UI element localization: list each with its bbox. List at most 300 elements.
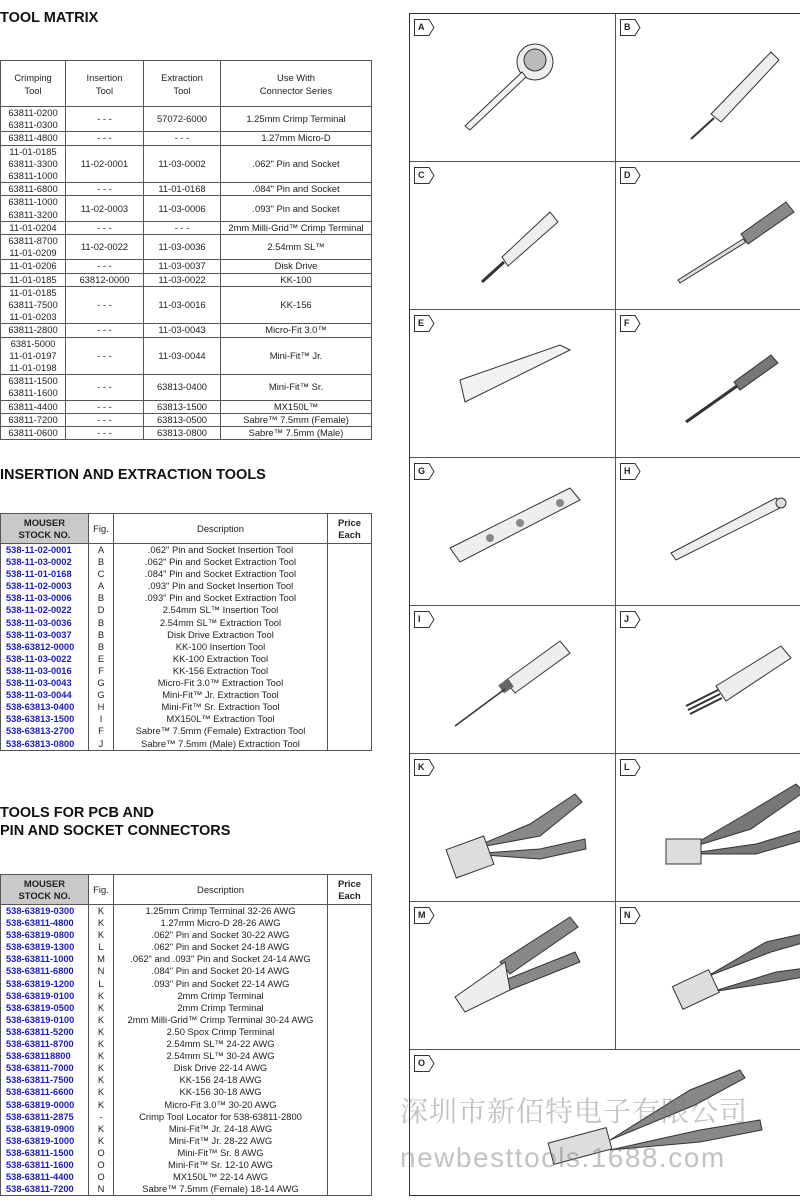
description: Crimp Tool Locator for 538-63811-2800 [114,1111,328,1123]
stock-number-link[interactable]: 538-63811-1500 [1,1147,89,1159]
crimping-tool: 11-01-0203 [9,311,57,323]
extraction-tool: 11-03-0022 [144,273,221,286]
connector-series: Micro-Fit 3.0™ [221,324,372,337]
crimping-tool-cell [1,324,66,337]
price-cell [328,1147,372,1159]
tool-illustration-j [616,606,800,754]
description: Sabre™ 7.5mm (Female) 18-14 AWG [114,1183,328,1196]
insertion-tool: - - - [66,183,144,196]
connector-series: 2.54mm SL™ [221,235,372,260]
figure-label-tag [620,759,640,776]
table-row [1,929,372,941]
crimping-tool: 63811-1500 [8,375,58,387]
figure-ref: N [89,1183,114,1196]
crimping-tool-cell [1,221,66,234]
price-cell [328,1123,372,1135]
table-row [1,941,372,953]
figure-ref: K [89,990,114,1002]
table-row [1,1074,372,1086]
figure-ref: K [89,905,114,918]
table-row [1,905,372,918]
figure-cell-d [616,162,800,310]
price-cell [328,653,372,665]
price-cell [328,665,372,677]
fig-header: Fig. [89,514,114,544]
matrix-row [1,286,372,324]
description: Micro-Fit 3.0™ Extraction Tool [114,677,328,689]
figure-letter: D [624,170,631,180]
stock-number-link[interactable]: 538-63811-6600 [1,1086,89,1098]
matrix-row [1,235,372,260]
stock-number-link[interactable]: 538-63813-0400 [1,701,89,713]
stock-number-link[interactable]: 538-11-03-0036 [1,617,89,629]
pcb-tools-heading-line2: PIN AND SOCKET CONNECTORS [0,823,231,839]
table-row [1,978,372,990]
tool-illustration-l [616,754,800,902]
insertion-tool: 11-02-0022 [66,235,144,260]
table-row [1,725,372,737]
crimping-tool: 63811-1000 [8,196,58,208]
figure-letter: J [624,614,630,624]
figure-label-tag [414,167,434,184]
insertion-tool: - - - [66,400,144,413]
crimping-tool: 63811-1000 [8,170,58,182]
stock-number-link[interactable]: 538-11-03-0022 [1,653,89,665]
figure-ref: B [89,592,114,604]
stock-number-link[interactable]: 538-63819-0800 [1,929,89,941]
matrix-row [1,337,372,375]
stock-number-link[interactable]: 538-11-02-0001 [1,544,89,557]
stock-number-link[interactable]: 538-63811-5200 [1,1026,89,1038]
crimping-tool: 63811-7500 [8,299,58,311]
stock-header-line: STOCK NO. [18,528,71,540]
stock-number-link[interactable]: 538-11-03-0002 [1,556,89,568]
description: 2mm Crimp Terminal [114,990,328,1002]
price-cell [328,568,372,580]
price-cell [328,1038,372,1050]
table-row [1,580,372,592]
matrix-header-line: Insertion [86,71,123,83]
price-cell [328,990,372,1002]
figure-label-tag [414,19,434,36]
extraction-tool: 11-03-0016 [144,286,221,324]
figure-cell-f [616,310,800,458]
figure-cell-a [410,14,616,162]
insertion-tool: - - - [66,221,144,234]
figure-label-tag [620,907,640,924]
stock-number-link[interactable]: 538-63819-0900 [1,1123,89,1135]
price-header-line: Each [338,889,361,901]
description: KK-156 Extraction Tool [114,665,328,677]
figure-ref: F [89,665,114,677]
figure-ref: A [89,580,114,592]
figure-ref: K [89,929,114,941]
figure-cell-b [616,14,800,162]
table-row [1,604,372,616]
insertion-tool: - - - [66,324,144,337]
crimping-tool: 6381-5000 [10,337,56,349]
figure-ref: L [89,978,114,990]
price-cell [328,1074,372,1086]
table-row [1,1038,372,1050]
matrix-row [1,196,372,221]
figure-ref: K [89,1026,114,1038]
price-cell [328,713,372,725]
figure-label-tag [414,315,434,332]
stock-number-link[interactable]: 538-63811-1000 [1,953,89,965]
connector-series: .084" Pin and Socket [221,183,372,196]
crimping-tool: 63811-4800 [8,132,58,144]
extraction-tool: 11-03-0044 [144,337,221,375]
insertion-tool: - - - [66,337,144,375]
figure-cell-e [410,310,616,458]
stock-number-link[interactable]: 538-63811-7200 [1,1183,89,1196]
price-cell [328,905,372,918]
crimping-tool: 11-01-0185 [9,273,57,285]
figure-ref: C [89,568,114,580]
stock-number-link[interactable]: 538-63813-1500 [1,713,89,725]
figure-ref: F [89,725,114,737]
figure-ref: K [89,917,114,929]
crimping-tool: 11-01-0185 [9,286,57,298]
price-cell [328,604,372,616]
extraction-tool: 11-01-0168 [144,183,221,196]
tool-illustration-g [410,458,616,606]
crimping-tool: 63811-1600 [8,387,58,399]
description: .062" Pin and Socket Insertion Tool [114,544,328,557]
table-row [1,713,372,725]
description: .062" Pin and Socket 24-18 AWG [114,941,328,953]
stock-number-link[interactable]: 538-63812-0000 [1,641,89,653]
description: KK-156 30-18 AWG [114,1086,328,1098]
insertion-tool: - - - [66,260,144,273]
stock-number-link[interactable]: 538-63811-1600 [1,1159,89,1171]
table-row [1,544,372,557]
table-row [1,629,372,641]
table-row [1,592,372,604]
table-row [1,1062,372,1074]
matrix-header-line: Connector Series [259,84,333,96]
figure-label-tag [414,611,434,628]
price-cell [328,1062,372,1074]
price-cell [328,689,372,701]
crimping-tool-cell [1,375,66,400]
tool-illustration-k [410,754,616,902]
table-row [1,1099,372,1111]
price-cell [328,929,372,941]
crimping-tool-cell [1,273,66,286]
figure-label-tag [620,167,640,184]
stock-number-link[interactable]: 538-11-03-0037 [1,629,89,641]
figure-letter: G [418,466,426,476]
description: .062" Pin and Socket Extraction Tool [114,556,328,568]
table-row [1,1135,372,1147]
insertion-tool: 11-02-0003 [66,196,144,221]
figure-ref: B [89,641,114,653]
stock-number-link[interactable]: 538-63819-1200 [1,978,89,990]
stock-number-link[interactable]: 538-11-02-0022 [1,604,89,616]
figure-ref: B [89,617,114,629]
stock-number-link[interactable]: 538-63811-7500 [1,1074,89,1086]
description: Sabre™ 7.5mm (Male) Extraction Tool [114,738,328,751]
price-cell [328,641,372,653]
stock-number-link[interactable]: 538-638118800 [1,1050,89,1062]
price-header-line: Price [338,877,361,889]
tool-illustration-m [410,902,616,1050]
price-header [328,875,372,905]
matrix-header [221,61,372,107]
tool-illustration-e [410,310,616,458]
description: 2.50 Spox Crimp Terminal [114,1026,328,1038]
stock-number-link[interactable]: 538-11-03-0016 [1,665,89,677]
stock-number-link[interactable]: 538-63819-0300 [1,905,89,918]
description: Disk Drive Extraction Tool [114,629,328,641]
table-row [1,653,372,665]
crimping-tool: 11-01-0206 [9,260,57,272]
price-cell [328,592,372,604]
crimping-tool: 63811-4400 [8,400,58,412]
extraction-tool: 63813-1500 [144,400,221,413]
matrix-header [66,61,144,107]
figure-letter: A [418,22,425,32]
table-row [1,677,372,689]
price-cell [328,941,372,953]
extraction-tool: 11-03-0006 [144,196,221,221]
extraction-tool: 63813-0800 [144,427,221,440]
connector-series: Disk Drive [221,260,372,273]
table-row [1,965,372,977]
crimping-tool-cell [1,337,66,375]
stock-number-link[interactable]: 538-63811-8700 [1,1038,89,1050]
extraction-tool: 11-03-0036 [144,235,221,260]
crimping-tool-cell [1,260,66,273]
figure-letter: H [624,466,631,476]
description: Micro-Fit 3.0™ 30-20 AWG [114,1099,328,1111]
connector-series: 1.27mm Micro-D [221,132,372,145]
price-cell [328,1111,372,1123]
price-cell [328,1159,372,1171]
figure-ref: G [89,677,114,689]
stock-header-line: MOUSER [23,877,66,889]
connector-series: Mini-Fit™ Sr. [221,375,372,400]
figure-ref: A [89,544,114,557]
stock-header-line: STOCK NO. [18,889,71,901]
crimping-tool: 63811-8700 [8,235,58,247]
price-cell [328,701,372,713]
crimping-tool: 11-01-0198 [9,362,57,374]
description: 2mm Milli-Grid™ Crimp Terminal 30-24 AWG [114,1014,328,1026]
crimping-tool-cell [1,427,66,440]
matrix-header-line: Tool [173,84,191,96]
insertion-tool: - - - [66,375,144,400]
figure-cell-k [410,754,616,902]
figure-ref: I [89,713,114,725]
stock-number-link[interactable]: 538-63819-0500 [1,1002,89,1014]
watermark-company: 深圳市新佰特电子有限公司 [400,1096,749,1127]
description: .093" Pin and Socket Extraction Tool [114,592,328,604]
crimping-tool-cell [1,196,66,221]
fig-header: Fig. [89,875,114,905]
tool-illustration-a [410,14,616,162]
figure-ref: M [89,953,114,965]
matrix-header-line: Tool [24,84,42,96]
tool-illustration-h [616,458,800,606]
crimping-tool: 63811-3300 [8,157,58,169]
table-row [1,1014,372,1026]
description: .062" Pin and Socket 30-22 AWG [114,929,328,941]
figure-cell-i [410,606,616,754]
description: KK-100 Extraction Tool [114,653,328,665]
figure-ref: K [89,1002,114,1014]
watermark-site: newbesttools.1688.com [400,1142,726,1173]
connector-series: MX150L™ [221,400,372,413]
stock-number-link[interactable]: 538-63811-4400 [1,1171,89,1183]
figure-cell-j [616,606,800,754]
table-row [1,1183,372,1196]
stock-number-link[interactable]: 538-63819-0000 [1,1099,89,1111]
price-cell [328,738,372,751]
description: .062" and .093" Pin and Socket 24-14 AWG [114,953,328,965]
tool-illustration-b [616,14,800,162]
description: .093" Pin and Socket 22-14 AWG [114,978,328,990]
stock-number-link[interactable]: 538-11-02-0003 [1,580,89,592]
stock-number-link[interactable]: 538-63819-1000 [1,1135,89,1147]
stock-number-link[interactable]: 538-11-03-0006 [1,592,89,604]
price-cell [328,1014,372,1026]
matrix-row [1,273,372,286]
figure-ref: O [89,1171,114,1183]
stock-number-link[interactable]: 538-11-03-0043 [1,677,89,689]
insertion-tool: - - - [66,286,144,324]
stock-number-link[interactable]: 538-63819-0100 [1,990,89,1002]
matrix-row [1,260,372,273]
matrix-row [1,107,372,132]
stock-number-link[interactable]: 538-11-03-0044 [1,689,89,701]
pcb-tools-table [0,874,372,1196]
description: MX150L™ 22-14 AWG [114,1171,328,1183]
crimping-tool: 63811-7200 [8,413,58,425]
connector-series: Mini-Fit™ Jr. [221,337,372,375]
description: 2.54mm SL™ 24-22 AWG [114,1038,328,1050]
extraction-tool: 57072-6000 [144,107,221,132]
description: 1.27mm Micro-D 28-26 AWG [114,917,328,929]
matrix-header [1,61,66,107]
description: KK-156 24-18 AWG [114,1074,328,1086]
figure-label-tag [620,315,640,332]
table-row [1,1026,372,1038]
price-cell [328,617,372,629]
price-header-line: Price [338,516,361,528]
description: Mini-Fit™ Jr. Extraction Tool [114,689,328,701]
matrix-row [1,400,372,413]
extraction-tool: 11-03-0002 [144,145,221,183]
figure-letter: E [418,318,425,328]
figure-cell-l [616,754,800,902]
connector-series: KK-100 [221,273,372,286]
figure-letter: K [418,762,425,772]
crimping-tool-cell [1,183,66,196]
stock-number-link[interactable]: 538-63811-7000 [1,1062,89,1074]
stock-number-link[interactable]: 538-63811-6800 [1,965,89,977]
figure-letter: B [624,22,631,32]
table-row [1,568,372,580]
figure-label-tag [414,463,434,480]
figure-ref: K [89,1099,114,1111]
pcb-tools-heading-line1: TOOLS FOR PCB AND [0,805,154,821]
stock-number-link[interactable]: 538-63813-2700 [1,725,89,737]
description: 2.54mm SL™ 30-24 AWG [114,1050,328,1062]
stock-number-link[interactable]: 538-63811-2875 [1,1111,89,1123]
price-cell [328,965,372,977]
table-row [1,701,372,713]
figure-letter: I [418,614,421,624]
description: Mini-Fit™ Jr. 28-22 AWG [114,1135,328,1147]
stock-number-link[interactable]: 538-63819-1300 [1,941,89,953]
figure-ref: L [89,941,114,953]
table-row [1,1171,372,1183]
matrix-row [1,221,372,234]
matrix-header-line: Crimping [14,71,52,83]
figure-ref: B [89,629,114,641]
description: 2.54mm SL™ Extraction Tool [114,617,328,629]
figure-ref: O [89,1159,114,1171]
description: .093" Pin and Socket Insertion Tool [114,580,328,592]
connector-series: KK-156 [221,286,372,324]
stock-number-link[interactable]: 538-63819-0100 [1,1014,89,1026]
stock-number-link[interactable]: 538-11-01-0168 [1,568,89,580]
matrix-header [144,61,221,107]
price-cell [328,725,372,737]
figure-ref: N [89,965,114,977]
connector-series: .093" Pin and Socket [221,196,372,221]
stock-header-line: MOUSER [23,516,66,528]
figure-label-tag [620,19,640,36]
stock-header [1,514,89,544]
tool-illustration-n [616,902,800,1050]
figure-ref: B [89,556,114,568]
table-row [1,1147,372,1159]
price-cell [328,677,372,689]
stock-number-link[interactable]: 538-63813-0800 [1,738,89,751]
description: MX150L™ Extraction Tool [114,713,328,725]
tool-figure-grid [409,13,800,1196]
stock-number-link[interactable]: 538-63811-4800 [1,917,89,929]
insertion-tool: 63812-0000 [66,273,144,286]
crimping-tool: 11-01-0185 [9,145,57,157]
price-cell [328,1002,372,1014]
crimping-tool: 11-01-0209 [9,247,57,259]
description: .084" Pin and Socket Extraction Tool [114,568,328,580]
figure-label-tag [620,611,640,628]
figure-ref: H [89,701,114,713]
crimping-tool: 11-01-0197 [9,349,57,361]
table-row [1,1111,372,1123]
figure-ref: - [89,1111,114,1123]
crimping-tool-cell [1,132,66,145]
description: Mini-Fit™ Sr. 8 AWG [114,1147,328,1159]
figure-cell-n [616,902,800,1050]
crimping-tool: 63811-0300 [8,119,58,131]
figure-letter: N [624,910,631,920]
description: Mini-Fit™ Sr. Extraction Tool [114,701,328,713]
matrix-row [1,375,372,400]
figure-ref: K [89,1135,114,1147]
price-cell [328,556,372,568]
figure-cell-m [410,902,616,1050]
figure-ref: G [89,689,114,701]
table-row [1,1159,372,1171]
matrix-row [1,145,372,183]
